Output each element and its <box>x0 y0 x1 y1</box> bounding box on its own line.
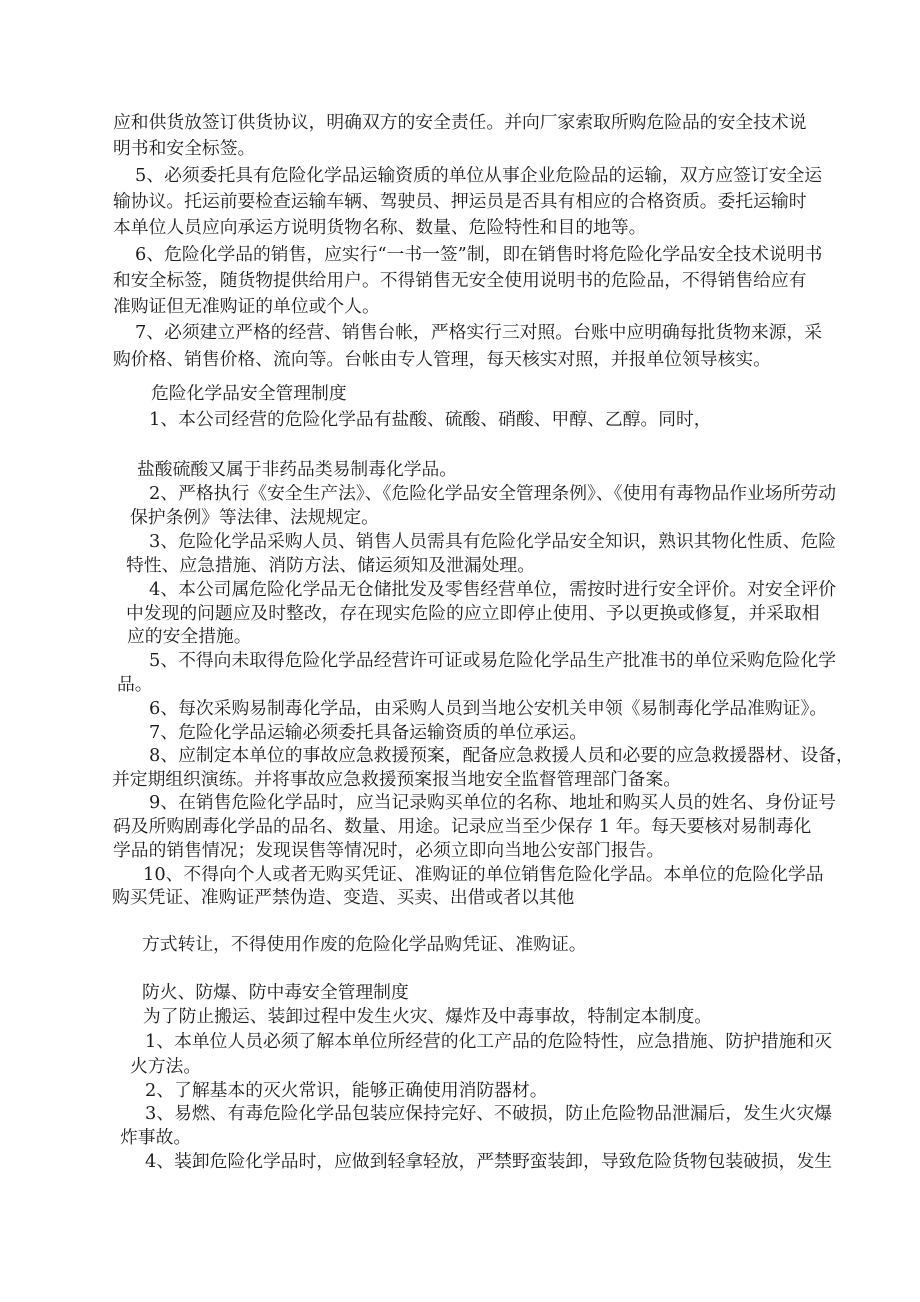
text-line: 中发现的问题应及时整改，存在现实危险的应立即停止使用、予以更换或修复，并采取相 <box>126 603 820 624</box>
text-line: 8、应制定本单位的事故应急救援预案，配备应急救援人员和必要的应急救援器材、设备， <box>149 745 854 766</box>
text-line: 为了防止搬运、装卸过程中发生火灾、爆炸及中毒事故，特制定本制度。 <box>143 1006 713 1027</box>
section-heading: 危险化学品安全管理制度 <box>151 383 347 404</box>
text-line: 盐酸硫酸又属于非药品类易制毒化学品。 <box>137 459 458 480</box>
text-line: 和安全标签，随货物提供给用户。不得销售无安全使用说明书的危险品，不得销售给应有 <box>113 270 807 291</box>
text-line: 炸事故。 <box>120 1127 192 1148</box>
text-line: 2、严格执行《安全生产法》、《危险化学品安全管理条例》、《使用有毒物品作业场所劳动 <box>149 483 836 504</box>
text-line: 特性、应急措施、消防方法、储运须知及泄漏处理。 <box>126 555 535 576</box>
section-heading: 防火、防爆、防中毒安全管理制度 <box>142 982 409 1003</box>
text-line: 7、危险化学品运输必须委托具备运输资质的单位承运。 <box>149 722 588 743</box>
text-line: 并定期组织演练。并将事故应急救援预案报当地安全监督管理部门备案。 <box>112 769 682 790</box>
text-line: 4、本公司属危险化学品无仓储批发及零售经营单位，需按时进行安全评价。对安全评价 <box>149 579 837 600</box>
text-line: 品。 <box>117 674 153 695</box>
text-line: 应的安全措施。 <box>127 626 252 647</box>
text-line: 6、每次采购易制毒化学品，由采购人员到当地公安机关申领《易制毒化学品准购证》。 <box>149 698 828 719</box>
text-line: 2、了解基本的灭火常识，能够正确使用消防器材。 <box>145 1080 548 1101</box>
text-line: 本单位人员应向承运方说明货物名称、数量、危险特性和目的地等。 <box>113 217 647 238</box>
text-line: 6、危险化学品的销售，应实行“一书一签”制，即在销售时将危险化学品安全技术说明书 <box>135 244 823 265</box>
text-line: 1、本单位人员必须了解本单位所经营的化工产品的危险特性，应急措施、防护措施和灭 <box>145 1031 833 1052</box>
text-line: 7、必须建立严格的经营、销售台帐，严格实行三对照。台账中应明确每批货物来源，采 <box>135 322 823 343</box>
text-line: 学品的销售情况；发现误售等情况时，必须立即向当地公安部门报告。 <box>113 840 665 861</box>
text-line: 5、必须委托具有危险化学品运输资质的单位从事企业危险品的运输，双方应签订安全运 <box>135 165 823 186</box>
text-line: 准购证但无准购证的单位或个人。 <box>113 296 380 317</box>
text-line: 购买凭证、准购证严禁伪造、变造、买卖、出借或者以其他 <box>112 887 575 908</box>
text-line: 3、易燃、有毒危险化学品包装应保持完好、不破损，防止危险物品泄漏后，发生火灾爆 <box>145 1103 833 1124</box>
text-line: 5、不得向未取得危险化学品经营许可证或易危险化学品生产批准书的单位采购危险化学 <box>149 650 837 671</box>
text-line: 明书和安全标签。 <box>113 138 256 159</box>
text-line: 输协议。托运前要检查运输车辆、驾驶员、押运员是否具有相应的合格资质。委托运输时 <box>113 191 807 212</box>
text-line: 10、不得向个人或者无购买凭证、准购证的单位销售危险化学品。本单位的危险化学品 <box>143 864 824 885</box>
text-line: 购价格、销售价格、流向等。台帐由专人管理，每天核实对照，并报单位领导核实。 <box>113 349 771 370</box>
text-line: 4、装卸危险化学品时，应做到轻拿轻放，严禁野蛮装卸，导致危险货物包装破损，发生 <box>145 1151 833 1172</box>
text-line: 1、本公司经营的危险化学品有盐酸、硫酸、硝酸、甲醇、乙醇。同时， <box>149 409 712 430</box>
text-line: 火方法。 <box>130 1056 202 1077</box>
text-line: 保护条例》等法律、法规规定。 <box>130 507 379 528</box>
text-line: 9、在销售危险化学品时，应当记录购买单位的名称、地址和购买人员的姓名、身份证号 <box>149 792 837 813</box>
text-line: 应和供货放签订供货协议，明确双方的安全责任。并向厂家索取所购危险品的安全技术说 <box>113 112 807 133</box>
text-line: 方式转让，不得使用作废的危险化学品购凭证、准购证。 <box>142 934 587 955</box>
text-line: 3、危险化学品采购人员、销售人员需具有危险化学品安全知识，熟识其物化性质、危险 <box>149 531 837 552</box>
text-line: 码及所购剧毒化学品的品名、数量、用途。记录应当至少保存 1 年。每天要核对易制毒化 <box>113 816 812 837</box>
